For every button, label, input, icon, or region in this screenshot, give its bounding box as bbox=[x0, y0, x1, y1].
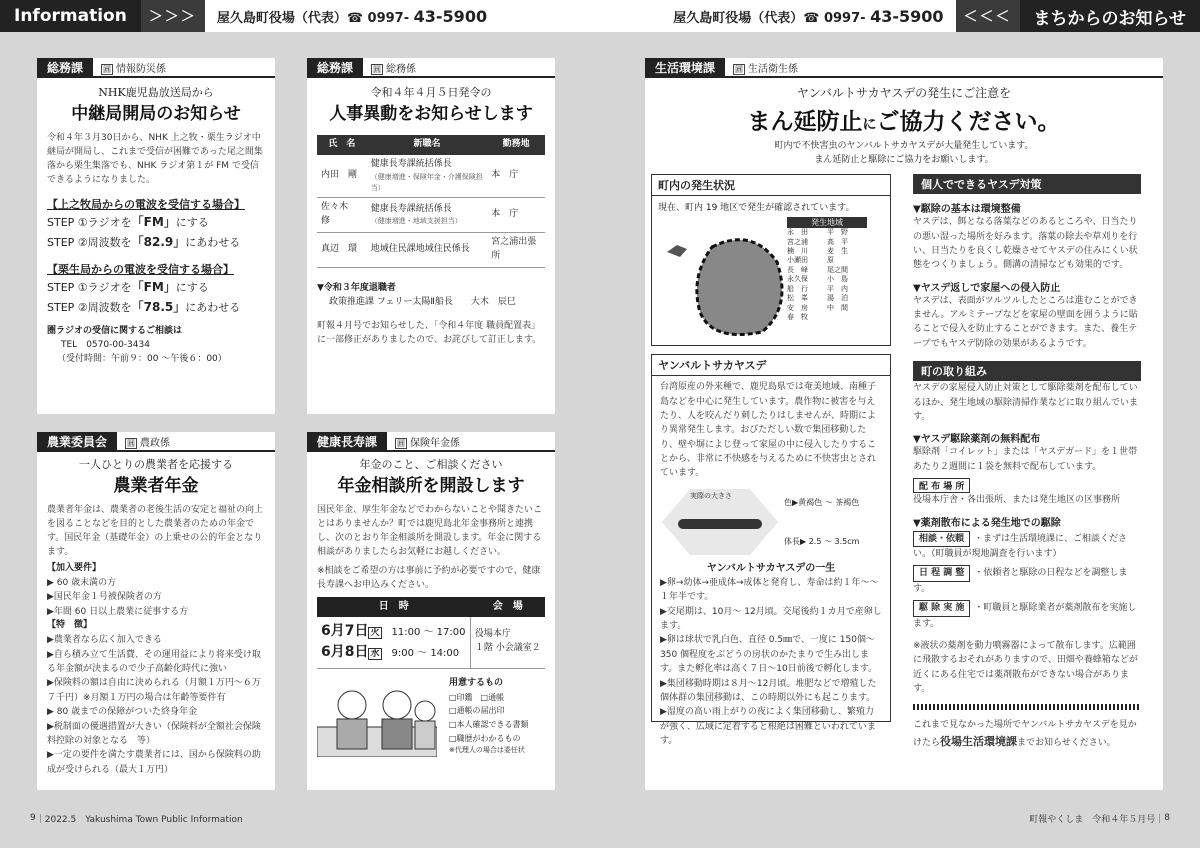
list-item: ▶集団移動時期は８月〜12月頃。堆肥などで増殖した個体群の集団移動は、この時期以外にも起こります。 bbox=[660, 678, 877, 703]
info-text: 台湾原産の外来種で、鹿児島県では奄美地域、南種子島などを中心に発生しています。農作物に被害を与えたり、人を咬んだり刺したりはしませんが、時期により異常発生します。おびただしい数で集団移動したり、壁や塀によじ登って家屋の中に侵入したりすることから、非常に不快感を与えるために不快害虫とされています。 bbox=[660, 382, 877, 479]
section-heading: 町の取り組み bbox=[913, 361, 1141, 381]
millipede-panel: 生活環境課 圓 生活衛生係 ヤンバルトサカヤスデの発生にご注意を まん延防止にご協力ください。 町内で不快害虫のヤンバルトサカヤスデが大量発生しています。 まん延防止と駆除にご協力をお願いします。 町内の発生状況 現在、町内 19 地区で発生が確認されています。 発生地域 永 田 平 野 宮之浦 高 平 楠 川 麦 生 小瀬田 原 長 峰 尾之間 永久保 小 島 船 行 平 内 松 峯 湯 泊 安 房 中 間 春 牧 ヤンバルトサカヤスデ 台湾原産の外来種で、鹿児島県では奄美地域、南種子島などを中心に発生しています。農作物に被害を与えたり、人を咬んだり刺したりはしませんが、時期により異常発生します。おびただしい数で集団移動したり、壁や塀によじ登って家屋の中に侵入したりすることから、非常に不快感を与えるために不快害虫とされています。 色▶黄褐色 〜 茶褐色 体長▶ 2.5 〜 3.5cm 実際の大きさ ヤンバルトサカヤスデの一生 ▶卵→幼体→亜成体→成体と発育し、寿命は約１年〜〜１年半です。 ▶交尾期は、10月〜 12月頃。交尾後約１カ月で産卵します。 ▶卵は球状で乳白色、直径 0.5㎜で、一度に 150個〜350 個程度をぶどうの房状のかたまりで生み出します。また孵化率は高く７日〜10日前後で孵化します。 ▶集団移動時期は８月〜12月頃。堆肥などで増殖した個体群の集団移動は、この時期以外にも起こります。 ▶湿度の高い雨上がりの夜によく集団移動し、繁殖力が強く、広域に定着すると根絶は困難といわれています。 個人でできるヤスデ対策 ▼駆除の基本は環境整備 ヤスデは、餌となる落葉などのあるところや、日当たりの悪い湿った場所を好みます。落葉の除去や草刈りを行い、日当たりを良くし乾燥させてヤスデの住みにくい状態をつくりましょう。側溝の清掃なども効果的です。 ▼ヤスデ返しで家屋への侵入防止 ヤスデは、表面がツルツルしたところは進むことができません。アルミテープなどを家屋の壁面を囲うように貼ることで侵入を防止することができます。また、養生テープでもヤスデ防除の効果があるようです。 町の取り組み ヤスデの家屋侵入防止対策として駆除薬剤を配布しているほか、発生地域の駆除清掃作業などに取り組んでいます。 ▼ヤスデ駆除薬剤の無料配布 駆除剤「コイレット」または「ヤスデガード」を１世帯あたり２週間に１袋を無料で配布しています。 配 布 場 所 役場本庁舎・各出張所、または発生地区の区事務所 ▼薬剤散布による発生地での駆除 相談・依頼 ・まずは生活環境課に、ご相談ください。（町職員が現地調査を行います） 日 程 調 整 ・依頼者と駆除の日程などを調整します。 駆 除 実 施 ・町職員と駆除業者が薬剤散布を実施します。 ※液状の薬剤を動力噴霧器によって散布します。広範囲に飛散するおそれがありますので、田畑や養蜂箱などが近くにある住宅では薬剤散布ができない場合があります。 これまで見なかった場所でヤンバルトサカヤスデを見かけたら役場生活環境課までお知らせください。 bbox=[645, 58, 1163, 790]
section-title: Information bbox=[0, 0, 141, 32]
list-item: ▶湿度の高い雨上がりの夜によく集団移動し、繁殖力が強く、広域に定着すると根絶は困難といわれています。 bbox=[660, 707, 876, 747]
step-line: STEP ②周波数を「82.9」にあわせる bbox=[47, 234, 241, 249]
text: 駆除剤「コイレット」または「ヤスデガード」を１世帯あたり２週間に１袋を無料で配布しています。 bbox=[913, 447, 1138, 472]
info-heading: ヤンバルトサカヤスデ bbox=[652, 355, 890, 376]
personnel-panel bbox=[307, 58, 555, 414]
section-label: 圓 情報防災係 bbox=[103, 63, 167, 75]
section-label: 圓 農政係 bbox=[127, 437, 171, 449]
list-item: ▶ 80 歳までの保障がついた終身年金 bbox=[47, 707, 198, 718]
step-line: STEP ①ラジオを「FM」にする bbox=[47, 215, 209, 230]
list-item: ▶ 60 歳未満の方 bbox=[47, 578, 117, 589]
notice-title: 人事異動をお知らせします bbox=[329, 104, 533, 125]
bring-heading: 用意するもの bbox=[449, 677, 504, 688]
size-label: 実際の大きさ bbox=[690, 491, 732, 500]
retire-heading: ▼令和３年度退職者 bbox=[317, 282, 396, 293]
heading: 【栗生局からの電波を受信する場合】 bbox=[47, 262, 234, 276]
text: 役場本庁舎・各出張所、または発生地区の区事務所 bbox=[913, 495, 1121, 506]
hours: （受付時間：午前９：00 〜午後６：00） bbox=[57, 354, 227, 365]
list-item: ▶卵は球状で乳白色、直径 0.5㎜で、一度に 150個〜350 個程度をぶどうの房状のかたまりで生み出します。また孵化率は高く７日〜10日前後で孵化します。 bbox=[660, 635, 878, 675]
step-tag: 駆 除 実 施 bbox=[913, 600, 970, 616]
warning: ※液状の薬剤を動力噴霧器によって散布します。広範囲に飛散するおそれがありますので、田畑や養蜂箱などが近くにある住宅では薬剤散布ができない場合があります。 bbox=[913, 640, 1138, 695]
correction-note: 町報４月号でお知らせした、「令和４年度 職員配置表」に一部修正がありましたので、お詫びして訂正します。 bbox=[317, 320, 542, 345]
area-heading: 発生地域 bbox=[787, 217, 867, 228]
dept-label: 総務課 bbox=[37, 58, 93, 77]
body-text: 国民年金、厚生年金などでわからないことや聞きたいことはありませんか？町では鹿児島北年金事務所と連携し、次のとおり年金相談所を開設します。年金に関する相談がありましたらお気軽にお越しください。 bbox=[317, 505, 543, 558]
body-text: 令和４年３月30日から、NHK 上之牧・栗生ラジオ中継局が開局し、これまで受信が困難であった尾之間集落から栗生集落でも、NHK ラジオ第１が FM で受信できるようになりました。 bbox=[47, 133, 263, 186]
notice-title: 中継局開局のお知らせ bbox=[71, 104, 241, 125]
step-line: STEP ①ラジオを「FM」にする bbox=[47, 279, 209, 294]
sub-heading: ▼駆除の基本は環境整備 bbox=[913, 204, 1021, 216]
phone-contact: 屋久島町役場（代表）☎ 0997- 43-5900 bbox=[216, 6, 488, 26]
list-item: □通帳の届出印 bbox=[449, 706, 505, 716]
sub-heading: ▼薬剤散布による発生地での駆除 bbox=[913, 517, 1061, 529]
step-line: STEP ②周波数を「78.5」にあわせる bbox=[47, 299, 241, 314]
list-item: ▶農業者なら広く加入できる bbox=[47, 635, 162, 646]
list-item: ▶交尾期は、10月〜 12月頃。交尾後約１カ月で産卵します。 bbox=[660, 606, 882, 632]
table-row: 6月7日 火 11:00 〜 17:00 6月8日 水 9:00 〜 14:00 役場本庁 １階 小会議室２ bbox=[317, 617, 545, 669]
doc-icon: 圓 bbox=[127, 438, 136, 448]
notice-title: 年金相談所を開設します bbox=[337, 476, 525, 497]
notice-title: まん延防止にご協力ください。 bbox=[747, 108, 1061, 135]
right-footer: 町報やくしま 令和４年５月号 ｜ 8 bbox=[1029, 813, 1170, 825]
sub-heading: ▼ヤスデ駆除薬剤の無料配布 bbox=[913, 434, 1041, 446]
left-footer: 9 ｜ 2022.5 Yakushima Town Public Information bbox=[30, 813, 243, 825]
right-header bbox=[600, 0, 1200, 32]
list-item: ▶卵→幼体→亜成体→成体と発育し、寿命は約１年〜〜１年半です。 bbox=[660, 577, 879, 603]
island-map bbox=[652, 217, 787, 337]
list-item: □印鑑 □通帳 bbox=[449, 692, 505, 702]
doc-icon: 圓 bbox=[735, 64, 744, 74]
tel: TEL 0570-00-3434 bbox=[61, 340, 150, 351]
note: ※代理人の場合は委任状 bbox=[449, 746, 525, 755]
step-tag: 日 程 調 整 bbox=[913, 565, 970, 581]
length-label: 体長▶ 2.5 〜 3.5cm bbox=[784, 536, 860, 546]
map-heading: 町内の発生状況 bbox=[652, 175, 890, 196]
phone-contact: 屋久島町役場（代表）☎ 0997- 43-5900 bbox=[673, 6, 944, 26]
list-item: ▶自ら積み立て生活費、その運用益により将来受け取る年金額が決まるので少子高齢化時代に強い bbox=[47, 649, 261, 674]
subtitle: 年金のこと、ご相談ください bbox=[359, 458, 503, 471]
color-label: 色▶黄褐色 〜 茶褐色 bbox=[784, 497, 860, 507]
section-title: まちからのお知らせ bbox=[1020, 0, 1200, 32]
left-header bbox=[0, 0, 600, 32]
notice-title: 農業者年金 bbox=[113, 476, 199, 497]
contact-heading: 圏ラジオの受信に関するご相談は bbox=[47, 326, 183, 337]
lead: まん延防止と駆除にご協力をお願いします。 bbox=[814, 155, 994, 166]
heading: 【上之牧局からの電波を受信する場合】 bbox=[47, 198, 245, 212]
body-text: 農業者年金は、農業者の老後生活の安定と福祉の向上を図ることなどを目的とした農業者のための年金です。国民年金（基礎年金）の上乗せの公的年金となります。 bbox=[47, 505, 264, 558]
heading: 【特 徴】 bbox=[47, 620, 93, 631]
text: ヤスデは、餌となる落葉などのあるところや、日当たりの悪い湿った場所を好みます。落葉の除去や草刈りを行い、日当たりを良くし乾燥させてヤスデの住みにくい状態をつくりましょう。側溝の清掃なども効果的です。 bbox=[913, 217, 1138, 271]
arrow-decoration: ＜＜＜ bbox=[956, 0, 1020, 32]
list-item: ▶年間 60 日以上農業に従事する方 bbox=[47, 606, 189, 617]
dept-label: 健康長寿課 bbox=[307, 432, 387, 451]
dept-label: 農業委員会 bbox=[37, 432, 117, 451]
text: ヤスデの家屋侵入防止対策として駆除薬剤を配布しているほか、発生地域の駆除清掃作業などに取り組んでいます。 bbox=[913, 383, 1139, 423]
final-note: これまで見なかった場所でヤンバルトサカヤスデを見かけたら役場生活環境課までお知らせください。 bbox=[913, 720, 1137, 748]
tag: 配 布 場 所 bbox=[913, 478, 970, 493]
millipede-info-box bbox=[651, 354, 891, 747]
schedule-table: 日 時 会 場 6月7日 火 11:00 〜 17:00 6月8日 水 9:00 〜 14:00 役場本庁 １階 小会議室２ bbox=[317, 597, 545, 669]
retire-line: 政策推進課 フェリー太陽Ⅱ船長 大木 辰巳 bbox=[329, 296, 516, 307]
elderly-couple-illustration bbox=[317, 677, 437, 757]
list-item: □本人確認できる書類 bbox=[449, 720, 529, 730]
list-item: ▶保険料の額は自由に決められる（月額１万円〜６万７千円）※月額１万円の場合は年齢等要件有 bbox=[47, 678, 261, 703]
list-item: ▶税制面の優遇措置が大きい（保険料が全額社会保険料控除の対象となる 等） bbox=[47, 721, 261, 746]
doc-icon: 圓 bbox=[373, 64, 382, 74]
list-item: ▶一定の要件を満たす農業者には、国から保険料の助成が受けられる（最大１万円） bbox=[47, 750, 261, 775]
note: ※相談をご希望の方は事前に予約が必要ですので、健康長寿課へお申込みください。 bbox=[317, 566, 541, 591]
subtitle: NHK鹿児島放送局から bbox=[98, 86, 214, 99]
dept-label: 生活環境課 bbox=[645, 58, 725, 77]
lifecycle-heading: ヤンバルトサカヤスデの一生 bbox=[706, 562, 836, 574]
pension-consult-panel bbox=[307, 432, 555, 790]
section-label: 圓 総務係 bbox=[373, 63, 417, 75]
divider bbox=[913, 704, 1141, 710]
heading: 【加入要件】 bbox=[47, 563, 102, 574]
dept-label: 総務課 bbox=[307, 58, 363, 77]
section-label: 圓 保険年金係 bbox=[397, 437, 461, 449]
map-text: 現在、町内 19 地区で発生が確認されています。 bbox=[658, 203, 855, 214]
table-row: 真辺 環 地域住民課地域住民係長 宮之浦出張所 bbox=[317, 232, 545, 267]
arrow-decoration: ＞＞＞ bbox=[141, 0, 205, 32]
doc-icon: 圓 bbox=[397, 438, 406, 448]
step-tag: 相談・依頼 bbox=[913, 531, 970, 547]
table-row: 内田 剛 健康長寿課統括係長 （健康増進・保険年金・介護保険担当） 本 庁 bbox=[317, 155, 545, 197]
table-row: 佐々木 修 健康長寿課統括係長 （健康増進・地域支援担当） 本 庁 bbox=[317, 197, 545, 232]
subtitle: 一人ひとりの農業者を応援する bbox=[79, 458, 233, 471]
sub-heading: ▼ヤスデ返しで家屋への侵入防止 bbox=[913, 282, 1061, 294]
list-item: □職歴がわかるもの bbox=[449, 733, 521, 743]
lead: 町内で不快害虫のヤンバルトサカヤスデが大量発生しています。 bbox=[774, 141, 1034, 152]
text: ヤスデは、表面がツルツルしたところは進むことができません。アルミテープなどを家屋の壁面を囲うように貼ることで侵入を防止することができます。また、養生テープでもヤスデ防除の効果があるようです。 bbox=[913, 295, 1138, 349]
area-list: 永 田 平 野 宮之浦 高 平 楠 川 麦 生 小瀬田 原 長 峰 尾之間 永久保 小 島 船 行 平 内 松 峯 湯 泊 安 房 中 間 春 牧 bbox=[787, 228, 848, 322]
map-box bbox=[651, 174, 891, 346]
doc-icon: 圓 bbox=[103, 64, 112, 74]
section-label: 圓 生活衛生係 bbox=[735, 63, 799, 75]
personnel-table: 氏 名 新職名 勤務地 内田 剛 健康長寿課統括係長 （健康増進・保険年金・介護保険担当） 本 庁 佐々木 修 健康長寿課統括係長 （健康増進・地域支援担当） 本 庁 真辺 環 地域住民課地域住民係長 宮之浦出張所 bbox=[317, 135, 545, 267]
list-item: ▶国民年金１号被保険者の方 bbox=[47, 592, 162, 603]
subtitle: 令和４年４月５日発令の bbox=[370, 86, 492, 99]
nhk-notice-panel bbox=[37, 58, 275, 414]
farmer-pension-panel bbox=[37, 432, 275, 790]
subtitle: ヤンバルトサカヤスデの発生にご注意を bbox=[796, 86, 1012, 100]
section-heading: 個人でできるヤスデ対策 bbox=[913, 174, 1141, 194]
